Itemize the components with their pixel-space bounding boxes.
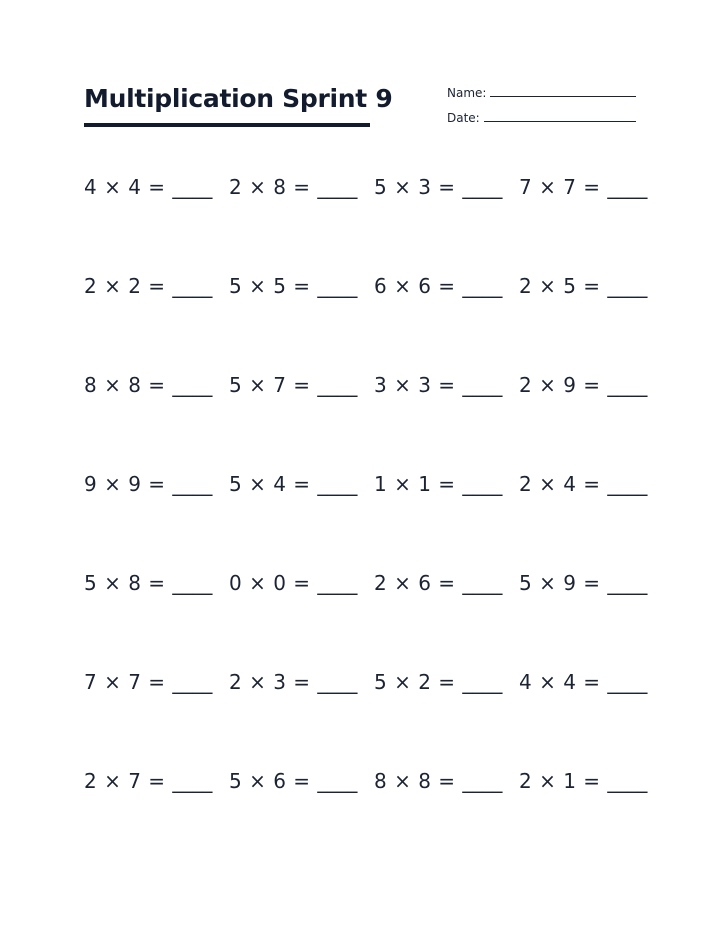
problem-expression: 5 × 5 = (229, 274, 311, 298)
problem-expression: 5 × 3 = (374, 175, 456, 199)
answer-blank[interactable]: ____ (317, 571, 358, 595)
problem-expression: 2 × 4 = (519, 472, 601, 496)
answer-blank[interactable]: ____ (317, 373, 358, 397)
answer-blank[interactable]: ____ (462, 670, 503, 694)
problem-expression: 5 × 9 = (519, 571, 601, 595)
answer-blank[interactable]: ____ (317, 769, 358, 793)
problem-expression: 4 × 4 = (519, 670, 601, 694)
answer-blank[interactable]: ____ (172, 769, 213, 793)
answer-blank[interactable]: ____ (462, 571, 503, 595)
problem-item[interactable] (519, 170, 659, 204)
answer-blank[interactable]: ____ (462, 274, 503, 298)
name-label: Name: (447, 86, 487, 100)
problem-expression: 5 × 7 = (229, 373, 311, 397)
problem-item[interactable] (374, 566, 514, 600)
problem-expression: 2 × 1 = (519, 769, 601, 793)
answer-blank[interactable]: ____ (317, 472, 358, 496)
answer-blank[interactable]: ____ (172, 274, 213, 298)
problem-expression: 9 × 9 = (84, 472, 166, 496)
problem-item[interactable] (374, 467, 514, 501)
problem-item[interactable] (84, 764, 224, 798)
answer-blank[interactable]: ____ (317, 175, 358, 199)
problem-expression: 5 × 4 = (229, 472, 311, 496)
problem-expression: 2 × 3 = (229, 670, 311, 694)
problem-expression: 5 × 8 = (84, 571, 166, 595)
answer-blank[interactable]: ____ (607, 769, 648, 793)
answer-blank[interactable]: ____ (607, 373, 648, 397)
name-write-line[interactable] (490, 96, 636, 97)
problem-expression: 8 × 8 = (84, 373, 166, 397)
problem-item[interactable] (519, 269, 659, 303)
problem-item[interactable] (374, 764, 514, 798)
answer-blank[interactable]: ____ (172, 472, 213, 496)
problem-item[interactable] (84, 566, 224, 600)
answer-blank[interactable]: ____ (317, 274, 358, 298)
name-field[interactable] (447, 86, 636, 100)
problem-expression: 7 × 7 = (84, 670, 166, 694)
answer-blank[interactable]: ____ (607, 571, 648, 595)
problem-expression: 2 × 6 = (374, 571, 456, 595)
answer-blank[interactable]: ____ (172, 670, 213, 694)
problem-item[interactable] (229, 269, 369, 303)
problem-expression: 7 × 7 = (519, 175, 601, 199)
answer-blank[interactable]: ____ (607, 175, 648, 199)
problem-expression: 1 × 1 = (374, 472, 456, 496)
answer-blank[interactable]: ____ (607, 274, 648, 298)
problem-item[interactable] (519, 665, 659, 699)
problem-expression: 4 × 4 = (84, 175, 166, 199)
problem-expression: 2 × 8 = (229, 175, 311, 199)
problem-item[interactable] (374, 665, 514, 699)
problem-expression: 0 × 0 = (229, 571, 311, 595)
problem-item[interactable] (229, 566, 369, 600)
worksheet-title: Multiplication Sprint 9 (84, 84, 393, 113)
answer-blank[interactable]: ____ (172, 175, 213, 199)
problem-expression: 2 × 9 = (519, 373, 601, 397)
problem-item[interactable] (374, 368, 514, 402)
problem-item[interactable] (374, 269, 514, 303)
problem-expression: 5 × 6 = (229, 769, 311, 793)
problem-item[interactable] (84, 467, 224, 501)
problem-item[interactable] (229, 467, 369, 501)
problem-item[interactable] (229, 368, 369, 402)
answer-blank[interactable]: ____ (462, 175, 503, 199)
problem-item[interactable] (84, 665, 224, 699)
problem-expression: 3 × 3 = (374, 373, 456, 397)
answer-blank[interactable]: ____ (462, 769, 503, 793)
answer-blank[interactable]: ____ (462, 373, 503, 397)
answer-blank[interactable]: ____ (172, 571, 213, 595)
problem-item[interactable] (84, 170, 224, 204)
problem-expression: 6 × 6 = (374, 274, 456, 298)
answer-blank[interactable]: ____ (607, 472, 648, 496)
answer-blank[interactable]: ____ (462, 472, 503, 496)
problem-item[interactable] (519, 467, 659, 501)
date-write-line[interactable] (484, 121, 636, 122)
problem-expression: 2 × 2 = (84, 274, 166, 298)
problem-expression: 5 × 2 = (374, 670, 456, 694)
problem-item[interactable] (519, 566, 659, 600)
problem-item[interactable] (519, 764, 659, 798)
problem-item[interactable] (374, 170, 514, 204)
problem-item[interactable] (229, 665, 369, 699)
answer-blank[interactable]: ____ (607, 670, 648, 694)
problem-expression: 2 × 5 = (519, 274, 601, 298)
problem-item[interactable] (84, 368, 224, 402)
problem-expression: 8 × 8 = (374, 769, 456, 793)
problem-item[interactable] (229, 170, 369, 204)
problem-expression: 2 × 7 = (84, 769, 166, 793)
problem-item[interactable] (229, 764, 369, 798)
answer-blank[interactable]: ____ (317, 670, 358, 694)
date-field[interactable] (447, 111, 636, 125)
title-underline (84, 123, 370, 127)
problem-item[interactable] (519, 368, 659, 402)
answer-blank[interactable]: ____ (172, 373, 213, 397)
date-label: Date: (447, 111, 480, 125)
problem-item[interactable] (84, 269, 224, 303)
